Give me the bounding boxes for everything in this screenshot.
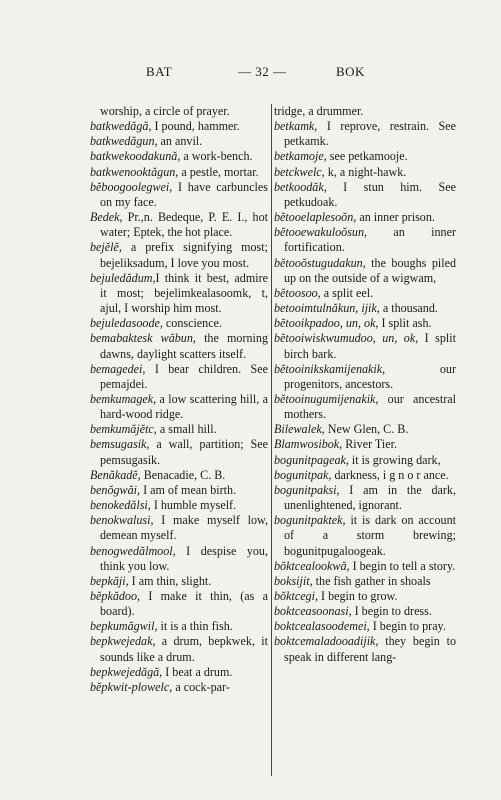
entry-definition: the morning dawns, daylight scatters itself.	[100, 331, 268, 361]
entry-headword: benokwalusi,	[90, 513, 154, 528]
entry-headword: bĕtooinikskamijenakik,	[274, 361, 386, 376]
entry-definition: k, a night-hawk.	[324, 164, 407, 179]
entry-headword: betkoodăk,	[274, 179, 327, 194]
dictionary-entry	[274, 589, 456, 604]
dictionary-entry	[90, 240, 268, 270]
entry-definition: an anvil.	[157, 134, 203, 149]
entry-headword: batkwekoodakună,	[90, 149, 181, 164]
entry-headword: benokedălsi,	[90, 498, 151, 513]
dictionary-entry	[90, 271, 268, 316]
entry-definition: I reprove, restrain. See petkamk.	[284, 119, 456, 149]
dictionary-entry	[90, 331, 268, 361]
entry-headword: bogunitpak,	[274, 467, 332, 482]
entry-headword: bejuledădum,	[90, 270, 156, 285]
dictionary-entry	[274, 225, 456, 255]
entry-definition: a pestle, mortar.	[178, 164, 259, 179]
entry-headword: bĕtooewakuloŏsun,	[274, 225, 368, 240]
entry-definition: a drum, bepkwek, it sounds like a drum.	[100, 634, 268, 664]
entry-definition: I begin to tell a story.	[349, 558, 456, 573]
dictionary-entry	[90, 437, 268, 467]
entry-definition: I am of mean birth.	[140, 482, 237, 497]
entry-headword: bepkumăgwil,	[90, 619, 158, 634]
entry-headword: benŏgwăi,	[90, 482, 141, 497]
dictionary-entry	[90, 665, 268, 680]
entry-headword: bĕpkădoo,	[90, 589, 141, 603]
entry-headword: boksijit,	[274, 573, 313, 588]
entry-headword: bĕtooiwiskwumudoo, un, ok,	[274, 331, 419, 346]
entry-definition: I am in the dark, unenlightened, ignorant.	[284, 482, 456, 513]
dictionary-entry	[90, 392, 268, 422]
entry-headword: betckwelc,	[274, 164, 325, 179]
dictionary-entry	[274, 559, 456, 574]
entry-headword: bogunitpaksi,	[274, 482, 340, 497]
entry-headword: bŏktcegi,	[274, 589, 318, 603]
dictionary-entry	[274, 468, 456, 483]
entry-headword: bepkwejedak,	[90, 634, 156, 649]
entry-definition: Pr.,n. Bedeque, P. E. I., hot water; Eptek, the hot place.	[100, 210, 268, 240]
dictionary-entry	[274, 256, 456, 286]
entry-headword: betooimtulnăkun, ijik,	[274, 301, 380, 316]
entry-definition: I split birch bark.	[284, 331, 456, 361]
entry-definition: I begin to dress.	[351, 604, 432, 619]
entry-definition: I split ash.	[378, 316, 432, 331]
entry-headword: bemsugasik,	[90, 437, 150, 452]
entry-headword: bemabaktesk wăbun,	[90, 331, 196, 346]
entry-definition: I beat a drum.	[162, 664, 233, 679]
column-divider	[271, 104, 272, 776]
entry-headword: bŏktcealookwă,	[274, 558, 350, 573]
entry-definition: the boughs piled up on the outside of a wigwam,	[284, 255, 456, 285]
entry-headword: batkwedăgun,	[90, 134, 158, 149]
entry-definition: a cock-par-	[172, 679, 230, 694]
dictionary-entry	[274, 634, 456, 664]
entry-definition: I make it thin, (as a board).	[100, 589, 268, 619]
dictionary-entry	[90, 180, 268, 210]
entry-definition: conscience.	[162, 316, 222, 331]
dictionary-entry	[90, 165, 268, 180]
entry-definition: River Tier.	[342, 437, 397, 452]
entry-headword: batkwenooktăgun,	[90, 164, 179, 179]
entry-definition: our ancestral mothers.	[284, 391, 456, 422]
entry-definition: it is dark on account of a storm brewing; bogunitpugaloogeak.	[284, 513, 456, 558]
entry-headword: bĕtooikpadoo, un, ok,	[274, 316, 379, 331]
left-column	[90, 104, 268, 695]
entry-definition: I have carbuncles on my face.	[100, 179, 268, 209]
entry-headword: Bedek,	[90, 210, 123, 225]
dictionary-entry	[90, 513, 268, 543]
entry-headword: bĕboogoolegwei,	[90, 179, 173, 194]
entry-definition: I despise you, think you low.	[100, 543, 268, 573]
dictionary-entry	[90, 362, 268, 392]
dictionary-entry	[274, 362, 456, 392]
page-header	[0, 64, 501, 84]
entry-definition: New Glen, C. B.	[324, 422, 409, 437]
dictionary-entry	[90, 104, 268, 119]
dictionary-entry	[90, 134, 268, 149]
entry-definition: I begin to pray.	[369, 619, 446, 634]
dictionary-entry	[90, 619, 268, 634]
entry-definition: I stun him. See petkudoak.	[284, 179, 456, 209]
entry-definition: see petkamooje.	[326, 149, 408, 164]
entry-definition: a thousand.	[379, 301, 438, 316]
dictionary-entry	[274, 301, 456, 316]
right-column	[274, 104, 456, 665]
header-left-guide-word: BAT	[146, 64, 173, 79]
entry-headword: bĕpkwit-plowelc,	[90, 679, 173, 694]
entry-definition: a work-bench.	[180, 149, 253, 164]
entry-headword: bĕtoosoo,	[274, 285, 321, 300]
dictionary-entry	[90, 498, 268, 513]
dictionary-entry	[274, 149, 456, 164]
entry-definition: a low scattering hill, a hard-wood ridge.	[100, 391, 268, 422]
page-number: — 32 —	[238, 64, 287, 79]
entry-headword: boktcemaladooadijik,	[274, 634, 379, 649]
entry-headword: betkamoje,	[274, 149, 327, 164]
entry-headword: bemkumagek,	[90, 391, 157, 406]
dictionary-entry	[274, 286, 456, 301]
header-right-guide-word: BOK	[336, 64, 365, 79]
entry-definition: Benacadie, C. B.	[140, 467, 226, 482]
dictionary-entry	[274, 422, 456, 437]
dictionary-entry	[90, 210, 268, 240]
dictionary-entry	[274, 453, 456, 468]
entry-headword: bogunitpageak,	[274, 452, 349, 467]
entry-definition: I bear children. See pemajdei.	[100, 361, 268, 391]
entry-headword: bĕtooŏstugudakun,	[274, 255, 366, 270]
dictionary-entry	[274, 119, 456, 149]
entry-definition: I humble myself.	[150, 498, 237, 513]
entry-headword: boktceasoonasi,	[274, 604, 352, 619]
entry-definition: I make myself low, demean myself.	[100, 513, 268, 543]
entry-definition: it is growing dark,	[348, 452, 441, 467]
dictionary-entry	[274, 483, 456, 513]
entry-headword: bemkumăjĕtc,	[90, 422, 157, 437]
dictionary-entry	[274, 437, 456, 452]
dictionary-entry	[90, 634, 268, 664]
entry-headword: betkamk,	[274, 119, 318, 134]
entry-definition: an inner fortification.	[284, 225, 456, 255]
entry-definition: I begin to grow.	[318, 589, 398, 603]
dictionary-entry	[90, 483, 268, 498]
entry-headword: bemagedei,	[90, 361, 146, 376]
entry-headword: bejuledasoode,	[90, 316, 163, 331]
entry-definition: the fish gather in shoals	[312, 573, 431, 588]
entry-headword: boktcealasoodemei,	[274, 619, 370, 634]
entry-headword: bepkăji,	[90, 573, 129, 588]
dictionary-entry	[90, 468, 268, 483]
dictionary-entry	[90, 422, 268, 437]
entry-definition: worship, a circle of prayer.	[100, 104, 230, 118]
entry-headword: benogwedălmool,	[90, 543, 176, 558]
dictionary-entry	[90, 574, 268, 589]
entry-definition: a split eel.	[320, 285, 374, 300]
entry-definition: a small hill.	[156, 422, 217, 437]
entry-headword: Blamwosibok,	[274, 437, 343, 452]
dictionary-entry	[90, 680, 268, 695]
entry-headword: bejĕlĕ,	[90, 240, 122, 255]
entry-definition: I pound, hammer.	[151, 119, 240, 134]
entry-headword: Bilewalek,	[274, 422, 325, 437]
dictionary-entry	[274, 210, 456, 225]
entry-definition: a prefix signifying most; bejeliksadum, I love you most.	[100, 240, 268, 270]
dictionary-entry	[274, 392, 456, 422]
dictionary-entry	[90, 544, 268, 574]
dictionary-entry	[274, 604, 456, 619]
entry-definition: an inner prison.	[356, 210, 435, 225]
entry-definition: it is a thin fish.	[157, 619, 233, 634]
dictionary-entry	[274, 316, 456, 331]
dictionary-entry	[90, 589, 268, 619]
dictionary-entry	[90, 149, 268, 164]
dictionary-entry	[274, 165, 456, 180]
entry-definition: I am thin, slight.	[128, 573, 212, 588]
dictionary-entry	[274, 331, 456, 361]
entry-definition: our progenitors, ancestors.	[284, 361, 456, 391]
entry-headword: bĕtooelaplesoŏn,	[274, 210, 357, 225]
entry-headword: batkwedăgă,	[90, 119, 152, 134]
entry-headword: bepkwejedăgă,	[90, 664, 163, 679]
dictionary-entry	[274, 180, 456, 210]
entry-definition: tridge, a drummer.	[274, 104, 364, 118]
dictionary-entry	[90, 119, 268, 134]
dictionary-entry	[274, 619, 456, 634]
entry-headword: bĕtooinugumijenakik,	[274, 391, 379, 406]
entry-definition: darkness, i g n o r ance.	[331, 467, 449, 482]
dictionary-entry	[274, 574, 456, 589]
dictionary-entry	[274, 104, 456, 119]
entry-definition: a wall, partition; See pemsugasik.	[100, 437, 268, 467]
entry-headword: bogunitpaktek,	[274, 513, 346, 528]
dictionary-entry	[274, 513, 456, 558]
entry-definition: I think it best, admire it most; bejelimkealasoomk, t, ajul, I worship him most.	[100, 270, 268, 316]
entry-headword: Benăkadĕ,	[90, 467, 141, 482]
dictionary-entry	[90, 316, 268, 331]
entry-definition: they begin to speak in different lang-	[284, 634, 456, 664]
